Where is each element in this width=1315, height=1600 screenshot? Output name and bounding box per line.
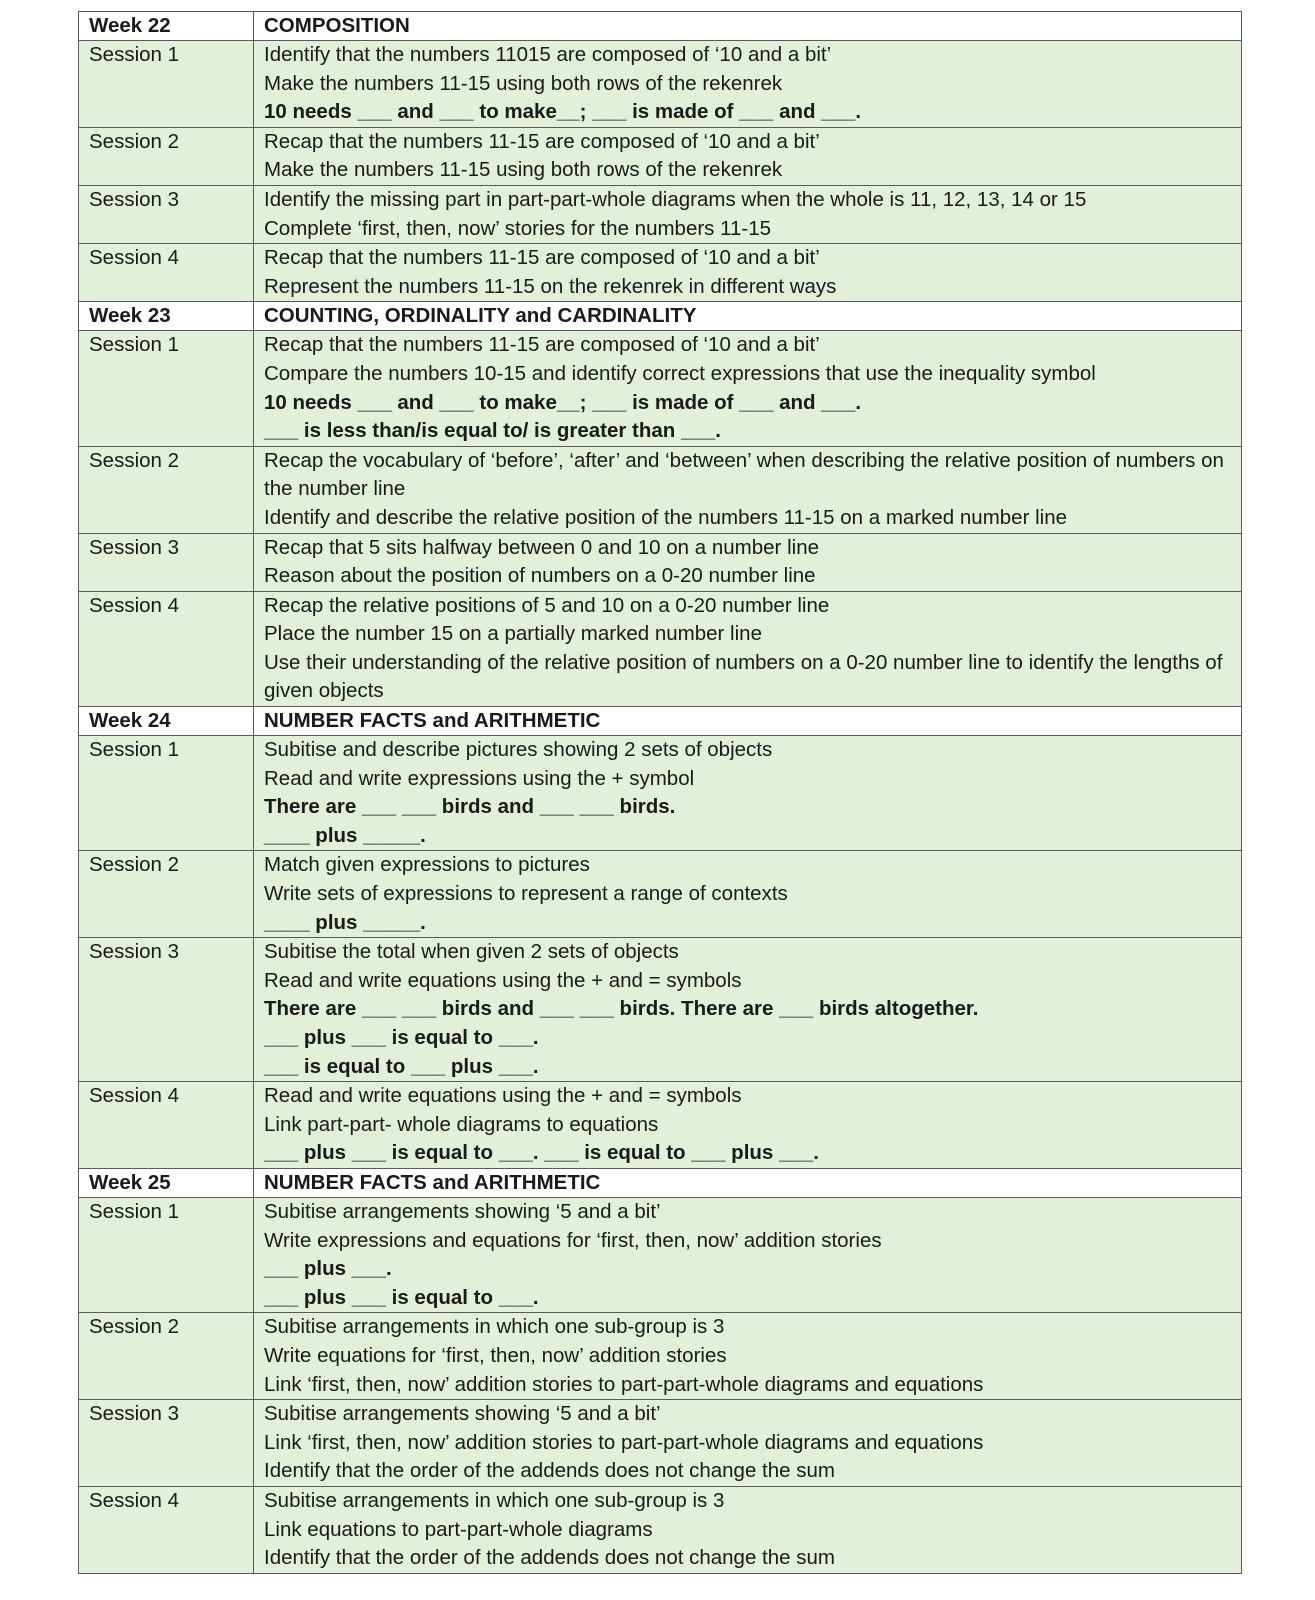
session-row	[79, 1197, 1242, 1312]
curriculum-table-body	[79, 12, 1242, 1574]
objective-line: Use their understanding of the relative position of numbers on a 0-20 number line to identify the lengths of given objects	[264, 650, 1223, 703]
session-objectives	[254, 1400, 1242, 1487]
session-label: Session 1	[79, 331, 254, 446]
session-label: Session 2	[79, 446, 254, 533]
session-row	[79, 185, 1242, 243]
session-objectives	[254, 41, 1242, 128]
session-label: Session 3	[79, 533, 254, 591]
sentence-stem: 10 needs ___ and ___ to make__; ___ is made of ___ and ___.	[264, 390, 862, 414]
objective-line: Recap that the numbers 11-15 are composed of ‘10 and a bit’	[264, 246, 820, 270]
session-label: Session 1	[79, 736, 254, 851]
session-label: Session 4	[79, 591, 254, 706]
session-row	[79, 244, 1242, 302]
curriculum-table	[78, 11, 1242, 1574]
sentence-stem: 10 needs ___ and ___ to make__; ___ is made of ___ and ___.	[264, 100, 862, 124]
objective-line: Identify and describe the relative position of the numbers 11-15 on a marked number line	[264, 505, 1068, 529]
session-objectives	[254, 244, 1242, 302]
session-objectives	[254, 1486, 1242, 1573]
sentence-stem: ___ is equal to ___ plus ___.	[264, 1054, 539, 1078]
session-label: Session 1	[79, 41, 254, 128]
objective-line: Write equations for ‘first, then, now’ addition stories	[264, 1343, 727, 1367]
week-label: Week 23	[79, 302, 254, 331]
session-row	[79, 938, 1242, 1082]
week-theme: NUMBER FACTS and ARITHMETIC	[254, 707, 1242, 736]
week-header-row	[79, 707, 1242, 736]
session-objectives	[254, 331, 1242, 446]
week-theme: NUMBER FACTS and ARITHMETIC	[254, 1168, 1242, 1197]
session-objectives	[254, 591, 1242, 706]
objective-line: Recap the relative positions of 5 and 10 on a 0-20 number line	[264, 593, 830, 617]
curriculum-document	[78, 11, 1241, 1574]
objective-line: Match given expressions to pictures	[264, 853, 590, 877]
objective-line: Link part-part- whole diagrams to equations	[264, 1112, 659, 1136]
objective-line: Link ‘first, then, now’ addition stories to part-part-whole diagrams and equations	[264, 1372, 984, 1396]
objective-line: Link ‘first, then, now’ addition stories to part-part-whole diagrams and equations	[264, 1430, 984, 1454]
objective-line: Subitise arrangements in which one sub-group is 3	[264, 1488, 725, 1512]
objective-line: Recap that the numbers 11-15 are composed of ‘10 and a bit’	[264, 129, 820, 153]
sentence-stem: ____ plus _____.	[264, 910, 426, 934]
session-objectives	[254, 1082, 1242, 1169]
objective-line: Write sets of expressions to represent a range of contexts	[264, 882, 788, 906]
session-objectives	[254, 851, 1242, 938]
objective-line: Write expressions and equations for ‘first, then, now’ addition stories	[264, 1228, 882, 1252]
session-objectives	[254, 938, 1242, 1082]
session-objectives	[254, 736, 1242, 851]
session-row	[79, 851, 1242, 938]
objective-line: Subitise arrangements showing ‘5 and a bit’	[264, 1199, 661, 1223]
objective-line: Recap the vocabulary of ‘before’, ‘after’ and ‘between’ when describing the relative position of numbers on the number line	[264, 448, 1224, 501]
session-label: Session 4	[79, 1082, 254, 1169]
sentence-stem: There are ___ ___ birds and ___ ___ birds.	[264, 795, 676, 819]
session-objectives	[254, 1313, 1242, 1400]
objective-line: Read and write equations using the + and = symbols	[264, 1084, 742, 1108]
objective-line: Subitise arrangements showing ‘5 and a bit’	[264, 1402, 661, 1426]
sentence-stem: ___ plus ___.	[264, 1257, 392, 1281]
session-objectives	[254, 533, 1242, 591]
objective-line: Read and write equations using the + and = symbols	[264, 968, 742, 992]
session-row	[79, 1400, 1242, 1487]
session-objectives	[254, 127, 1242, 185]
objective-line: Subitise arrangements in which one sub-group is 3	[264, 1315, 725, 1339]
session-row	[79, 446, 1242, 533]
session-row	[79, 127, 1242, 185]
week-theme: COUNTING, ORDINALITY and CARDINALITY	[254, 302, 1242, 331]
session-label: Session 3	[79, 185, 254, 243]
session-label: Session 3	[79, 1400, 254, 1487]
objective-line: Subitise the total when given 2 sets of objects	[264, 940, 679, 964]
week-label: Week 22	[79, 12, 254, 41]
sentence-stem: ___ plus ___ is equal to ___. ___ is equal to ___ plus ___.	[264, 1141, 819, 1165]
objective-line: Recap that 5 sits halfway between 0 and 10 on a number line	[264, 535, 819, 559]
objective-line: Complete ‘first, then, now’ stories for the numbers 11-15	[264, 216, 772, 240]
sentence-stem: ____ plus _____.	[264, 823, 426, 847]
session-row	[79, 41, 1242, 128]
sentence-stem: ___ is less than/is equal to/ is greater than ___.	[264, 419, 721, 443]
week-header-row	[79, 302, 1242, 331]
objective-line: Make the numbers 11-15 using both rows of the rekenrek	[264, 71, 783, 95]
week-label: Week 24	[79, 707, 254, 736]
session-objectives	[254, 1197, 1242, 1312]
session-label: Session 3	[79, 938, 254, 1082]
session-label: Session 2	[79, 851, 254, 938]
session-objectives	[254, 185, 1242, 243]
week-theme: COMPOSITION	[254, 12, 1242, 41]
objective-line: Read and write expressions using the + symbol	[264, 766, 695, 790]
session-row	[79, 1486, 1242, 1573]
sentence-stem: ___ plus ___ is equal to ___.	[264, 1026, 539, 1049]
session-row	[79, 736, 1242, 851]
session-label: Session 4	[79, 1486, 254, 1573]
session-row	[79, 533, 1242, 591]
session-row	[79, 591, 1242, 706]
objective-line: Identify that the order of the addends does not change the sum	[264, 1546, 835, 1570]
objective-line: Link equations to part-part-whole diagrams	[264, 1517, 653, 1541]
session-label: Session 2	[79, 1313, 254, 1400]
objective-line: Recap that the numbers 11-15 are composed of ‘10 and a bit’	[264, 333, 820, 357]
objective-line: Represent the numbers 11-15 on the rekenrek in different ways	[264, 274, 837, 298]
objective-line: Place the number 15 on a partially marked number line	[264, 622, 762, 646]
session-label: Session 2	[79, 127, 254, 185]
sentence-stem: ___ plus ___ is equal to ___.	[264, 1285, 539, 1309]
objective-line: Reason about the position of numbers on a 0-20 number line	[264, 564, 816, 588]
session-label: Session 4	[79, 244, 254, 302]
session-row	[79, 1082, 1242, 1169]
week-header-row	[79, 12, 1242, 41]
objective-line: Compare the numbers 10-15 and identify correct expressions that use the inequality symbol	[264, 361, 1096, 385]
session-row	[79, 1313, 1242, 1400]
session-row	[79, 331, 1242, 446]
objective-line: Identify the missing part in part-part-whole diagrams when the whole is 11, 12, 13, 14 or 15	[264, 187, 1087, 211]
objective-line: Subitise and describe pictures showing 2 sets of objects	[264, 738, 773, 762]
week-header-row	[79, 1168, 1242, 1197]
objective-line: Identify that the order of the addends does not change the sum	[264, 1459, 835, 1483]
objective-line: Identify that the numbers 11015 are composed of ‘10 and a bit’	[264, 43, 832, 66]
sentence-stem: There are ___ ___ birds and ___ ___ birds. There are ___ birds altogether.	[264, 997, 979, 1021]
objective-line: Make the numbers 11-15 using both rows of the rekenrek	[264, 158, 783, 182]
session-label: Session 1	[79, 1197, 254, 1312]
week-label: Week 25	[79, 1168, 254, 1197]
session-objectives	[254, 446, 1242, 533]
